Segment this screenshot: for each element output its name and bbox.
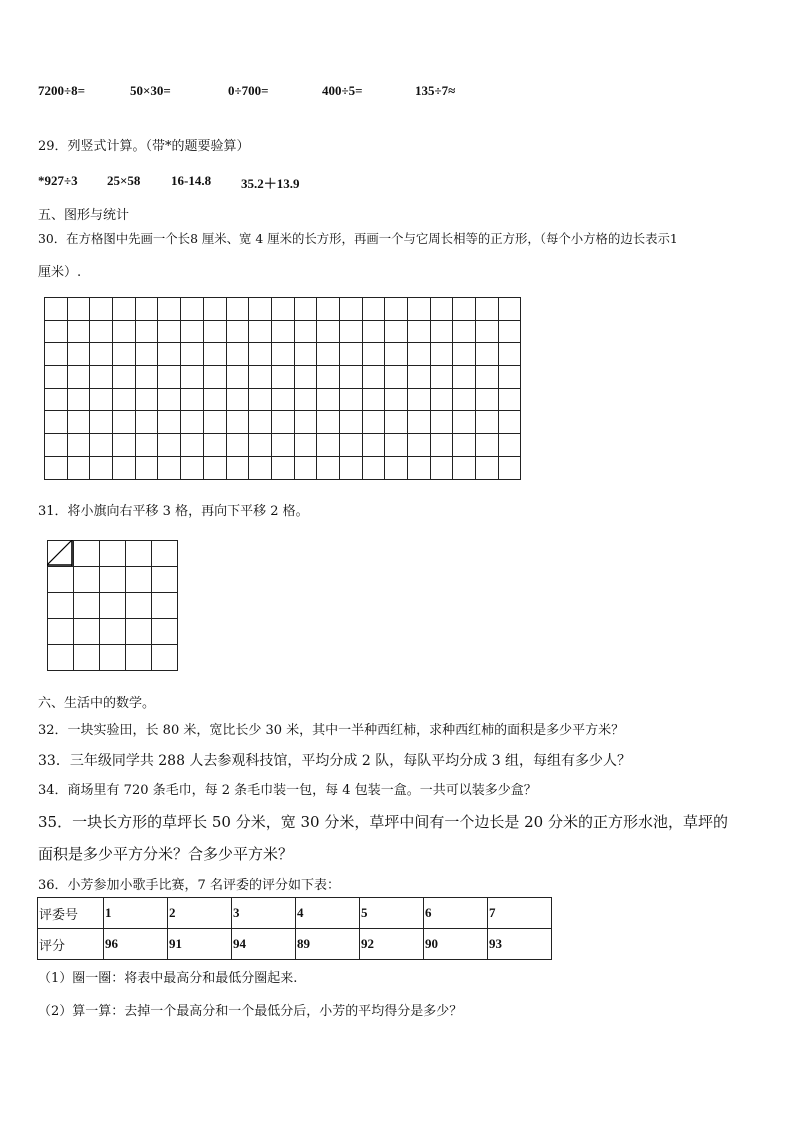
grid-cell[interactable] bbox=[476, 411, 499, 434]
score-cell: 94 bbox=[232, 929, 296, 960]
grid-cell[interactable] bbox=[158, 366, 181, 389]
grid-cell[interactable] bbox=[453, 343, 476, 366]
grid-cell[interactable] bbox=[430, 343, 453, 366]
grid-cell[interactable] bbox=[271, 343, 294, 366]
section-5-heading: 五、图形与统计 bbox=[38, 208, 130, 223]
q32-text: 32．一块实验田，长 80 米，宽比长少 30 米，其中一半种西红柿，求种西红柿的面积是多少平方米？ bbox=[38, 723, 625, 738]
grid-cell[interactable] bbox=[408, 434, 431, 457]
grid-cell[interactable] bbox=[476, 343, 499, 366]
grid-cell[interactable] bbox=[249, 388, 272, 411]
grid-row bbox=[45, 434, 521, 457]
grid-cell[interactable] bbox=[476, 434, 499, 457]
grid-cell[interactable] bbox=[203, 388, 226, 411]
grid-cell[interactable] bbox=[126, 567, 152, 593]
table-row-scores bbox=[38, 929, 552, 960]
grid-cell[interactable] bbox=[45, 388, 68, 411]
grid-cell[interactable] bbox=[453, 366, 476, 389]
grid-cell[interactable] bbox=[498, 366, 521, 389]
grid-cell[interactable] bbox=[90, 411, 113, 434]
grid-cell[interactable] bbox=[339, 366, 362, 389]
grid-cell[interactable] bbox=[203, 366, 226, 389]
grid-cell[interactable] bbox=[226, 320, 249, 343]
q30-line2: 厘米）. bbox=[38, 265, 82, 280]
grid-cell[interactable] bbox=[226, 388, 249, 411]
grid-cell[interactable] bbox=[181, 411, 204, 434]
grid-cell[interactable] bbox=[362, 388, 385, 411]
grid-cell[interactable] bbox=[498, 456, 521, 479]
grid-cell[interactable] bbox=[152, 593, 178, 619]
grid-cell[interactable] bbox=[339, 411, 362, 434]
grid-cell[interactable] bbox=[203, 298, 226, 321]
score-table bbox=[37, 897, 552, 960]
grid-cell[interactable] bbox=[271, 434, 294, 457]
grid-cell[interactable] bbox=[317, 298, 340, 321]
grid-cell[interactable] bbox=[339, 343, 362, 366]
q36-title: 36．小芳参加小歌手比赛，7 名评委的评分如下表： bbox=[38, 878, 340, 893]
grid-cell[interactable] bbox=[158, 456, 181, 479]
grid-cell[interactable] bbox=[74, 645, 100, 671]
grid-cell[interactable] bbox=[67, 434, 90, 457]
grid-cell[interactable] bbox=[249, 343, 272, 366]
grid-cell[interactable] bbox=[158, 343, 181, 366]
grid-cell[interactable] bbox=[430, 434, 453, 457]
grid-cell[interactable] bbox=[126, 541, 152, 567]
score-header: 评分 bbox=[38, 929, 104, 960]
grid-cell[interactable] bbox=[362, 434, 385, 457]
grid-cell[interactable] bbox=[271, 411, 294, 434]
grid-cell[interactable] bbox=[408, 343, 431, 366]
grid-cell[interactable] bbox=[498, 411, 521, 434]
grid-cell[interactable] bbox=[430, 366, 453, 389]
grid-cell[interactable] bbox=[67, 388, 90, 411]
grid-cell[interactable] bbox=[158, 388, 181, 411]
q31-text: 31．将小旗向右平移 3 格，再向下平移 2 格。 bbox=[38, 504, 309, 519]
q35-line1: 35．一块长方形的草坪长 50 分米，宽 30 分米，草坪中间有一个边长是 20 分米的正方形水池，草坪的 bbox=[38, 813, 728, 831]
grid-cell[interactable] bbox=[317, 456, 340, 479]
score-cell: 96 bbox=[104, 929, 168, 960]
grid-cell[interactable] bbox=[181, 456, 204, 479]
grid-cell[interactable] bbox=[48, 593, 74, 619]
grid-cell[interactable] bbox=[294, 366, 317, 389]
grid-cell[interactable] bbox=[362, 366, 385, 389]
grid-cell[interactable] bbox=[453, 320, 476, 343]
grid-row bbox=[45, 411, 521, 434]
grid-cell[interactable] bbox=[430, 411, 453, 434]
oral-calc-3: 0÷700= bbox=[228, 83, 269, 98]
grid-cell[interactable] bbox=[113, 366, 136, 389]
grid-cell[interactable] bbox=[294, 343, 317, 366]
grid-cell[interactable] bbox=[476, 388, 499, 411]
grid-cell[interactable] bbox=[45, 298, 68, 321]
grid-cell[interactable] bbox=[408, 320, 431, 343]
grid-cell[interactable] bbox=[430, 456, 453, 479]
q29-item-4: 35.2＋13.9 bbox=[241, 176, 300, 191]
grid-cell[interactable] bbox=[408, 366, 431, 389]
grid-cell[interactable] bbox=[113, 298, 136, 321]
q29-item-2: 25×58 bbox=[107, 173, 141, 188]
grid-cell[interactable] bbox=[385, 320, 408, 343]
grid-cell[interactable] bbox=[45, 411, 68, 434]
grid-cell[interactable] bbox=[317, 343, 340, 366]
grid-cell[interactable] bbox=[362, 456, 385, 479]
score-cell: 92 bbox=[360, 929, 424, 960]
judge-number: 7 bbox=[488, 898, 552, 929]
table-row-judges bbox=[38, 898, 552, 929]
flag-icon bbox=[47, 540, 73, 566]
grid-cell[interactable] bbox=[100, 619, 126, 645]
grid-cell[interactable] bbox=[45, 434, 68, 457]
grid-cell[interactable] bbox=[498, 343, 521, 366]
grid-cell[interactable] bbox=[498, 434, 521, 457]
grid-cell[interactable] bbox=[249, 366, 272, 389]
grid-cell[interactable] bbox=[430, 320, 453, 343]
grid-cell[interactable] bbox=[385, 434, 408, 457]
grid-cell[interactable] bbox=[90, 366, 113, 389]
grid-cell[interactable] bbox=[226, 434, 249, 457]
grid-cell[interactable] bbox=[249, 298, 272, 321]
score-cell: 89 bbox=[296, 929, 360, 960]
score-cell: 90 bbox=[424, 929, 488, 960]
grid-cell[interactable] bbox=[135, 343, 158, 366]
grid-cell[interactable] bbox=[362, 298, 385, 321]
grid-cell[interactable] bbox=[90, 320, 113, 343]
grid-cell[interactable] bbox=[158, 411, 181, 434]
grid-row bbox=[48, 593, 178, 619]
q29-item-1: *927÷3 bbox=[38, 173, 78, 188]
grid-cell[interactable] bbox=[453, 434, 476, 457]
grid-cell[interactable] bbox=[294, 411, 317, 434]
grid-cell[interactable] bbox=[45, 366, 68, 389]
q34-text: 34．商场里有 720 条毛巾，每 2 条毛巾装一包，每 4 包装一盒。一共可以装多少盒？ bbox=[38, 783, 537, 798]
grid-cell[interactable] bbox=[135, 434, 158, 457]
grid-cell[interactable] bbox=[113, 411, 136, 434]
grid-cell[interactable] bbox=[113, 320, 136, 343]
grid-row bbox=[45, 298, 521, 321]
grid-cell[interactable] bbox=[453, 456, 476, 479]
grid-cell[interactable] bbox=[126, 619, 152, 645]
grid-cell[interactable] bbox=[152, 541, 178, 567]
grid-cell[interactable] bbox=[158, 434, 181, 457]
grid-cell[interactable] bbox=[113, 388, 136, 411]
grid-cell[interactable] bbox=[181, 298, 204, 321]
grid-cell[interactable] bbox=[48, 567, 74, 593]
grid-cell[interactable] bbox=[249, 456, 272, 479]
square-grid-21x8[interactable] bbox=[44, 297, 521, 480]
grid-row bbox=[48, 619, 178, 645]
oral-calc-1: 7200÷8= bbox=[38, 83, 86, 98]
grid-cell[interactable] bbox=[362, 343, 385, 366]
grid-cell[interactable] bbox=[408, 298, 431, 321]
grid-cell[interactable] bbox=[135, 411, 158, 434]
grid-cell[interactable] bbox=[152, 619, 178, 645]
judge-header: 评委号 bbox=[38, 898, 104, 929]
grid-cell[interactable] bbox=[203, 411, 226, 434]
grid-cell[interactable] bbox=[385, 411, 408, 434]
grid-row bbox=[45, 456, 521, 479]
grid-cell[interactable] bbox=[453, 411, 476, 434]
grid-cell[interactable] bbox=[67, 320, 90, 343]
grid-cell[interactable] bbox=[90, 298, 113, 321]
judge-number: 4 bbox=[296, 898, 360, 929]
grid-cell[interactable] bbox=[90, 456, 113, 479]
grid-cell[interactable] bbox=[249, 320, 272, 343]
grid-cell[interactable] bbox=[90, 343, 113, 366]
grid-cell[interactable] bbox=[135, 388, 158, 411]
grid-cell[interactable] bbox=[476, 320, 499, 343]
grid-cell[interactable] bbox=[90, 434, 113, 457]
grid-cell[interactable] bbox=[453, 388, 476, 411]
grid-cell[interactable] bbox=[135, 320, 158, 343]
grid-cell[interactable] bbox=[362, 411, 385, 434]
grid-cell[interactable] bbox=[113, 456, 136, 479]
grid-cell[interactable] bbox=[317, 366, 340, 389]
grid-cell[interactable] bbox=[181, 320, 204, 343]
grid-cell[interactable] bbox=[226, 366, 249, 389]
grid-cell[interactable] bbox=[294, 434, 317, 457]
oral-calc-5: 135÷7≈ bbox=[415, 83, 456, 98]
grid-cell[interactable] bbox=[226, 411, 249, 434]
grid-cell[interactable] bbox=[317, 434, 340, 457]
grid-cell[interactable] bbox=[126, 645, 152, 671]
grid-cell[interactable] bbox=[385, 298, 408, 321]
grid-cell[interactable] bbox=[181, 343, 204, 366]
grid-cell[interactable] bbox=[249, 434, 272, 457]
grid-cell[interactable] bbox=[74, 593, 100, 619]
grid-cell[interactable] bbox=[67, 456, 90, 479]
grid-cell[interactable] bbox=[67, 343, 90, 366]
q29-title: 29．列竖式计算。（带*的题要验算） bbox=[38, 139, 250, 154]
grid-cell[interactable] bbox=[181, 388, 204, 411]
grid-cell[interactable] bbox=[45, 343, 68, 366]
grid-cell[interactable] bbox=[135, 298, 158, 321]
section-6-heading: 六、生活中的数学。 bbox=[38, 696, 156, 711]
grid-cell[interactable] bbox=[385, 388, 408, 411]
grid-cell[interactable] bbox=[203, 456, 226, 479]
grid-cell[interactable] bbox=[100, 645, 126, 671]
q36-sub2: （2）算一算：去掉一个最高分和一个最低分后，小芳的平均得分是多少？ bbox=[38, 1004, 463, 1019]
grid-cell[interactable] bbox=[203, 434, 226, 457]
grid-cell[interactable] bbox=[385, 343, 408, 366]
grid-row bbox=[45, 366, 521, 389]
grid-cell[interactable] bbox=[203, 343, 226, 366]
grid-cell[interactable] bbox=[271, 388, 294, 411]
grid-cell[interactable] bbox=[113, 343, 136, 366]
grid-cell[interactable] bbox=[181, 434, 204, 457]
grid-cell[interactable] bbox=[45, 320, 68, 343]
grid-cell[interactable] bbox=[181, 366, 204, 389]
grid-cell[interactable] bbox=[339, 388, 362, 411]
grid-cell[interactable] bbox=[113, 434, 136, 457]
grid-cell[interactable] bbox=[226, 456, 249, 479]
grid-cell[interactable] bbox=[100, 593, 126, 619]
grid-cell[interactable] bbox=[158, 298, 181, 321]
grid-cell[interactable] bbox=[226, 343, 249, 366]
judge-number: 5 bbox=[360, 898, 424, 929]
grid-cell[interactable] bbox=[408, 456, 431, 479]
grid-cell[interactable] bbox=[498, 320, 521, 343]
grid-cell[interactable] bbox=[67, 298, 90, 321]
grid-cell[interactable] bbox=[453, 298, 476, 321]
grid-cell[interactable] bbox=[385, 366, 408, 389]
grid-cell[interactable] bbox=[294, 298, 317, 321]
grid-cell[interactable] bbox=[48, 619, 74, 645]
grid-row bbox=[45, 388, 521, 411]
grid-cell[interactable] bbox=[294, 320, 317, 343]
grid-cell[interactable] bbox=[430, 298, 453, 321]
grid-cell[interactable] bbox=[498, 388, 521, 411]
q29-item-3: 16-14.8 bbox=[171, 173, 212, 188]
grid-cell[interactable] bbox=[152, 645, 178, 671]
judge-number: 1 bbox=[104, 898, 168, 929]
grid-cell[interactable] bbox=[339, 320, 362, 343]
grid-cell[interactable] bbox=[203, 320, 226, 343]
grid-cell[interactable] bbox=[476, 298, 499, 321]
judge-number: 6 bbox=[424, 898, 488, 929]
grid-cell[interactable] bbox=[45, 456, 68, 479]
grid-row bbox=[48, 567, 178, 593]
grid-cell[interactable] bbox=[271, 366, 294, 389]
grid-cell[interactable] bbox=[74, 619, 100, 645]
grid-cell[interactable] bbox=[476, 366, 499, 389]
grid-cell[interactable] bbox=[48, 645, 74, 671]
grid-cell[interactable] bbox=[385, 456, 408, 479]
grid-cell[interactable] bbox=[152, 567, 178, 593]
grid-cell[interactable] bbox=[498, 298, 521, 321]
oral-calc-4: 400÷5= bbox=[322, 83, 363, 98]
grid-cell[interactable] bbox=[100, 541, 126, 567]
grid-cell[interactable] bbox=[126, 593, 152, 619]
q36-sub1: （1）圈一圈：将表中最高分和最低分圈起来. bbox=[38, 971, 298, 986]
grid-cell[interactable] bbox=[158, 320, 181, 343]
grid-cell[interactable] bbox=[294, 456, 317, 479]
grid-cell[interactable] bbox=[408, 411, 431, 434]
score-cell: 91 bbox=[168, 929, 232, 960]
judge-number: 3 bbox=[232, 898, 296, 929]
grid-cell[interactable] bbox=[430, 388, 453, 411]
grid-cell[interactable] bbox=[135, 456, 158, 479]
q33-text: 33．三年级同学共 288 人去参观科技馆，平均分成 2 队，每队平均分成 3 组，每组有多少人？ bbox=[38, 753, 632, 769]
grid-cell[interactable] bbox=[408, 388, 431, 411]
grid-cell[interactable] bbox=[271, 320, 294, 343]
grid-row bbox=[45, 320, 521, 343]
grid-cell[interactable] bbox=[317, 388, 340, 411]
grid-cell[interactable] bbox=[271, 456, 294, 479]
grid-row bbox=[45, 343, 521, 366]
grid-cell[interactable] bbox=[74, 541, 100, 567]
grid-cell[interactable] bbox=[74, 567, 100, 593]
grid-cell[interactable] bbox=[271, 298, 294, 321]
grid-cell[interactable] bbox=[339, 456, 362, 479]
q35-line2: 面积是多少平方分米？合多少平方米？ bbox=[38, 845, 294, 863]
grid-cell[interactable] bbox=[226, 298, 249, 321]
grid-cell[interactable] bbox=[317, 320, 340, 343]
oral-calc-2: 50×30= bbox=[130, 83, 171, 98]
grid-row bbox=[48, 645, 178, 671]
grid-cell[interactable] bbox=[339, 434, 362, 457]
grid-cell[interactable] bbox=[339, 298, 362, 321]
grid-cell[interactable] bbox=[67, 411, 90, 434]
grid-cell[interactable] bbox=[90, 388, 113, 411]
grid-cell[interactable] bbox=[317, 411, 340, 434]
grid-cell[interactable] bbox=[249, 411, 272, 434]
grid-cell[interactable] bbox=[135, 366, 158, 389]
score-cell: 93 bbox=[488, 929, 552, 960]
grid-cell[interactable] bbox=[362, 320, 385, 343]
grid-cell[interactable] bbox=[100, 567, 126, 593]
q30-line1: 30．在方格图中先画一个长8 厘米、宽 4 厘米的长方形，再画一个与它周长相等的正方形，（每个小方格的边长表示1 bbox=[38, 231, 678, 246]
grid-cell[interactable] bbox=[476, 456, 499, 479]
judge-number: 2 bbox=[168, 898, 232, 929]
grid-cell[interactable] bbox=[67, 366, 90, 389]
grid-cell[interactable] bbox=[294, 388, 317, 411]
